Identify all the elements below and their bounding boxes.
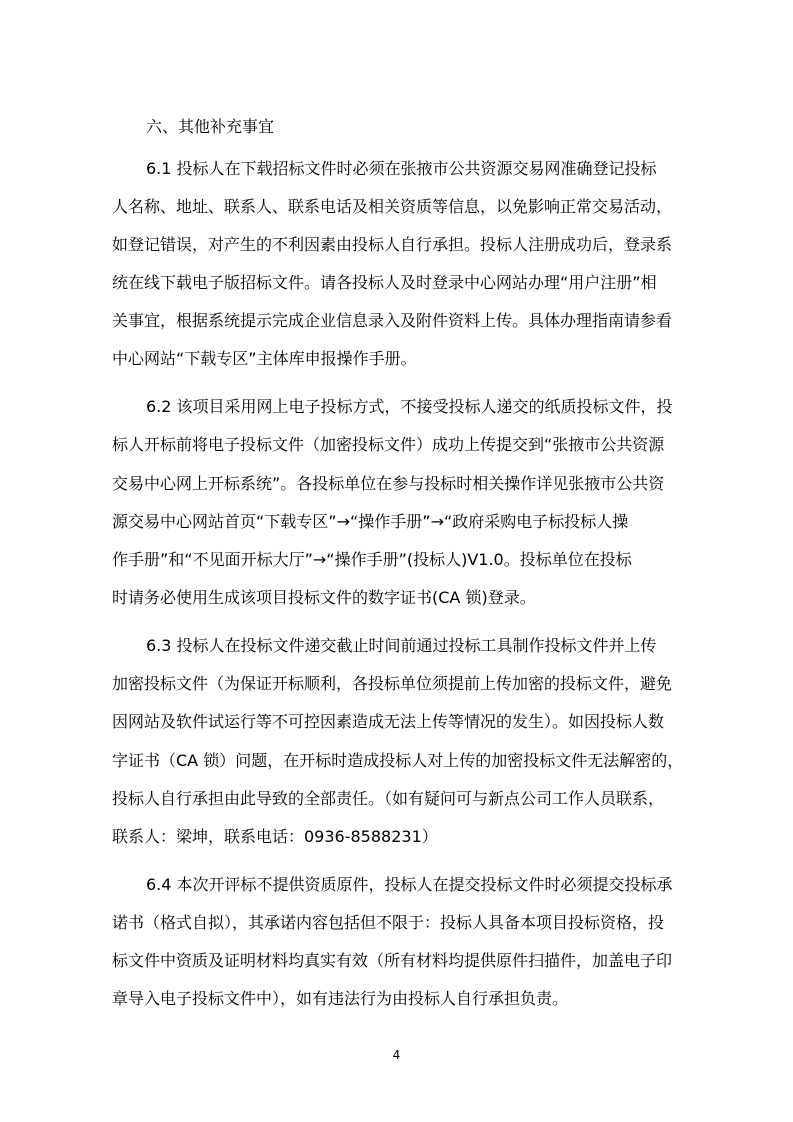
text-line: 源交易中心网站首页“下载专区”→“操作手册”→“政府采购电子标投标人操	[112, 512, 629, 531]
text-line: 字证书（CA 锁）问题，在开标时造成投标人对上传的加密投标文件无法解密的，	[112, 751, 684, 770]
text-line: 投标人自行承担由此导致的全部责任。（如有疑问可与新点公司工作人员联系，	[112, 789, 665, 808]
text-line: 标文件中资质及证明材料均真实有效（所有材料均提供原件扫描件，加盖电子印	[112, 951, 673, 970]
text-line: 如登记错误，对产生的不利因素由投标人自行承担。投标人注册成功后，登录系	[112, 235, 673, 254]
text-line: 统在线下载电子版招标文件。请各投标人及时登录中心网站办理“用户注册”相	[112, 273, 657, 292]
section-heading: 六、其他补充事宜	[146, 117, 275, 136]
text-line: 加密投标文件（为保证开标顺利，各投标单位须提前上传加密的投标文件，避免	[112, 674, 673, 693]
text-line: 章导入电子投标文件中），如有违法行为由投标人自行承担负责。	[112, 989, 569, 1008]
page-number: 4	[392, 1048, 401, 1062]
text-line: 中心网站“下载专区”主体库申报操作手册。	[112, 349, 417, 368]
text-line: 6.4 本次开评标不提供资质原件，投标人在提交投标文件时必须提交投标承	[146, 875, 673, 894]
text-line: 关事宜，根据系统提示完成企业信息录入及附件资料上传。具体办理指南请参看	[112, 311, 673, 330]
text-line: 时请务必使用生成该项目投标文件的数字证书(CA 锁)登录。	[112, 588, 536, 607]
text-line: 人名称、地址、联系人、联系电话及相关资质等信息，以免影响正常交易活动，	[112, 197, 673, 216]
text-line: 作手册”和“不见面开标大厅”→“操作手册”(投标人)V1.0。投标单位在投标	[112, 550, 632, 569]
text-line: 标人开标前将电子投标文件（加密投标文件）成功上传提交到“张掖市公共资源	[112, 435, 665, 454]
text-line: 6.2 该项目采用网上电子投标方式，不接受投标人递交的纸质投标文件，投	[146, 397, 673, 416]
text-line: 6.3 投标人在投标文件递交截止时间前通过投标工具制作投标文件并上传	[146, 636, 657, 655]
text-line: 因网站及软件试运行等不可控因素造成无法上传等情况的发生）。如因投标人数	[112, 712, 665, 731]
text-line: 交易中心网上开标系统”。各投标单位在参与投标时相关操作详见张掖市公共资	[112, 474, 665, 493]
text-line: 6.1 投标人在下载招标文件时必须在张掖市公共资源交易网准确登记投标	[146, 159, 657, 178]
text-line: 联系人：梁坤，联系电话：0936-8588231）	[112, 827, 438, 846]
text-line: 诺书（格式自拟），其承诺内容包括但不限于：投标人具备本项目投标资格，投	[112, 913, 665, 932]
